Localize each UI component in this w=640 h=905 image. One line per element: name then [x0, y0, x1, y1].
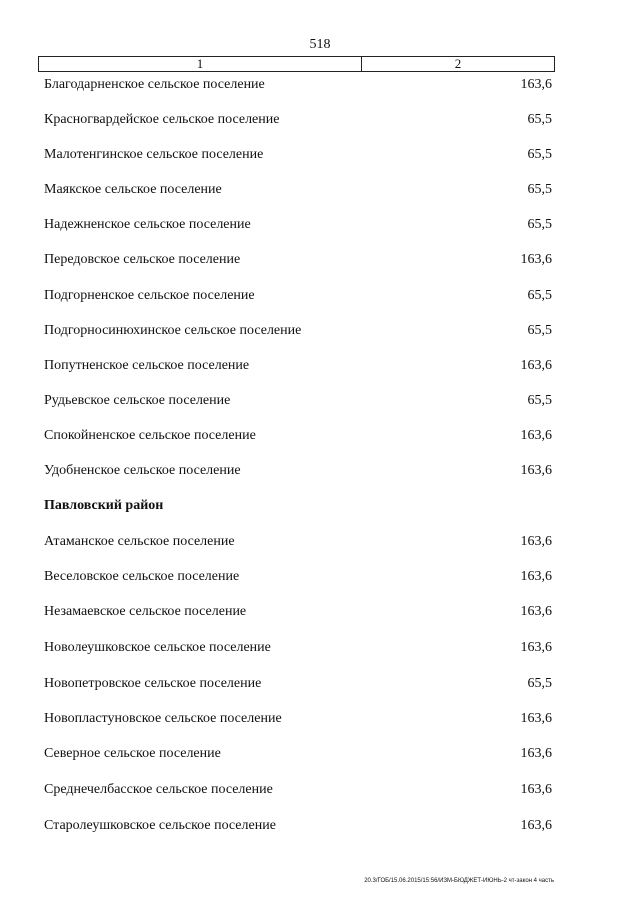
settlement-value: 65,5 — [527, 676, 552, 691]
table-row — [44, 637, 552, 659]
table-row — [44, 531, 552, 553]
settlement-name: Передовское сельское поселение — [44, 252, 241, 267]
settlement-value: 163,6 — [520, 604, 552, 619]
table-header-col-1: 1 — [39, 57, 362, 71]
table-row — [44, 109, 552, 131]
table-header — [38, 56, 555, 72]
settlement-value: 65,5 — [527, 393, 552, 408]
table-row — [44, 179, 552, 201]
settlement-name: Удобненское сельское поселение — [44, 463, 241, 478]
table-row — [44, 425, 552, 447]
table-row — [44, 779, 552, 801]
settlement-value: 163,6 — [520, 534, 552, 549]
settlement-name: Незамаевское сельское поселение — [44, 604, 247, 619]
table-row — [44, 320, 552, 342]
settlement-value: 163,6 — [520, 428, 552, 443]
settlement-value: 163,6 — [520, 711, 552, 726]
settlement-name: Атаманское сельское поселение — [44, 534, 235, 549]
settlement-name: Старолеушковское сельское поселение — [44, 818, 276, 833]
table-row — [44, 673, 552, 695]
district-heading-row — [44, 495, 552, 517]
settlement-name: Маякское сельское поселение — [44, 182, 222, 197]
footer-document-code: 20.3/ГОБ/15.06.2015/15:56/ИЗМ-БЮДЖЕТ-ИЮНЬ-2 чт-закон 4 часть — [364, 878, 554, 884]
settlement-value: 65,5 — [527, 182, 552, 197]
settlement-value: 163,6 — [520, 252, 552, 267]
settlement-name: Красногвардейское сельское поселение — [44, 112, 280, 127]
table-row — [44, 74, 552, 96]
settlement-name: Попутненское сельское поселение — [44, 358, 250, 373]
table-row — [44, 214, 552, 236]
table-row — [44, 460, 552, 482]
settlement-name: Спокойненское сельское поселение — [44, 428, 256, 443]
settlement-value: 65,5 — [527, 288, 552, 303]
settlement-value: 163,6 — [520, 77, 552, 92]
settlement-value: 163,6 — [520, 358, 552, 373]
settlement-name: Малотенгинское сельское поселение — [44, 147, 264, 162]
settlement-name: Веселовское сельское поселение — [44, 569, 240, 584]
settlement-value: 163,6 — [520, 569, 552, 584]
settlement-value: 163,6 — [520, 463, 552, 478]
settlement-name: Рудьевское сельское поселение — [44, 393, 231, 408]
table-row — [44, 390, 552, 412]
settlement-name: Новолеушковское сельское поселение — [44, 640, 271, 655]
settlement-name: Надежненское сельское поселение — [44, 217, 251, 232]
table-row — [44, 566, 552, 588]
table-row — [44, 815, 552, 837]
settlement-value: 65,5 — [527, 323, 552, 338]
table-header-col-2: 2 — [454, 56, 462, 71]
settlement-value: 163,6 — [520, 818, 552, 833]
table-row — [44, 144, 552, 166]
table-row — [44, 743, 552, 765]
settlement-name: Северное сельское поселение — [44, 746, 221, 761]
settlement-name: Подгорненское сельское поселение — [44, 288, 255, 303]
settlement-name: Подгорносинюхинское сельское поселение — [44, 323, 302, 338]
settlement-value: 163,6 — [520, 782, 552, 797]
district-name: Павловский район — [44, 498, 164, 513]
settlement-name: Среднечелбасское сельское поселение — [44, 782, 273, 797]
settlement-value: 65,5 — [527, 217, 552, 232]
settlement-value: 163,6 — [520, 746, 552, 761]
table-row — [44, 249, 552, 271]
settlement-value: 163,6 — [520, 640, 552, 655]
table-row — [44, 601, 552, 623]
page-number: 518 — [309, 37, 331, 52]
settlement-value: 65,5 — [527, 112, 552, 127]
table-row — [44, 355, 552, 377]
settlement-name: Новопетровское сельское поселение — [44, 676, 262, 691]
settlement-name: Благодарненское сельское поселение — [44, 77, 265, 92]
settlement-name: Новопластуновское сельское поселение — [44, 711, 282, 726]
table-row — [44, 708, 552, 730]
settlement-value: 65,5 — [527, 147, 552, 162]
table-row — [44, 285, 552, 307]
